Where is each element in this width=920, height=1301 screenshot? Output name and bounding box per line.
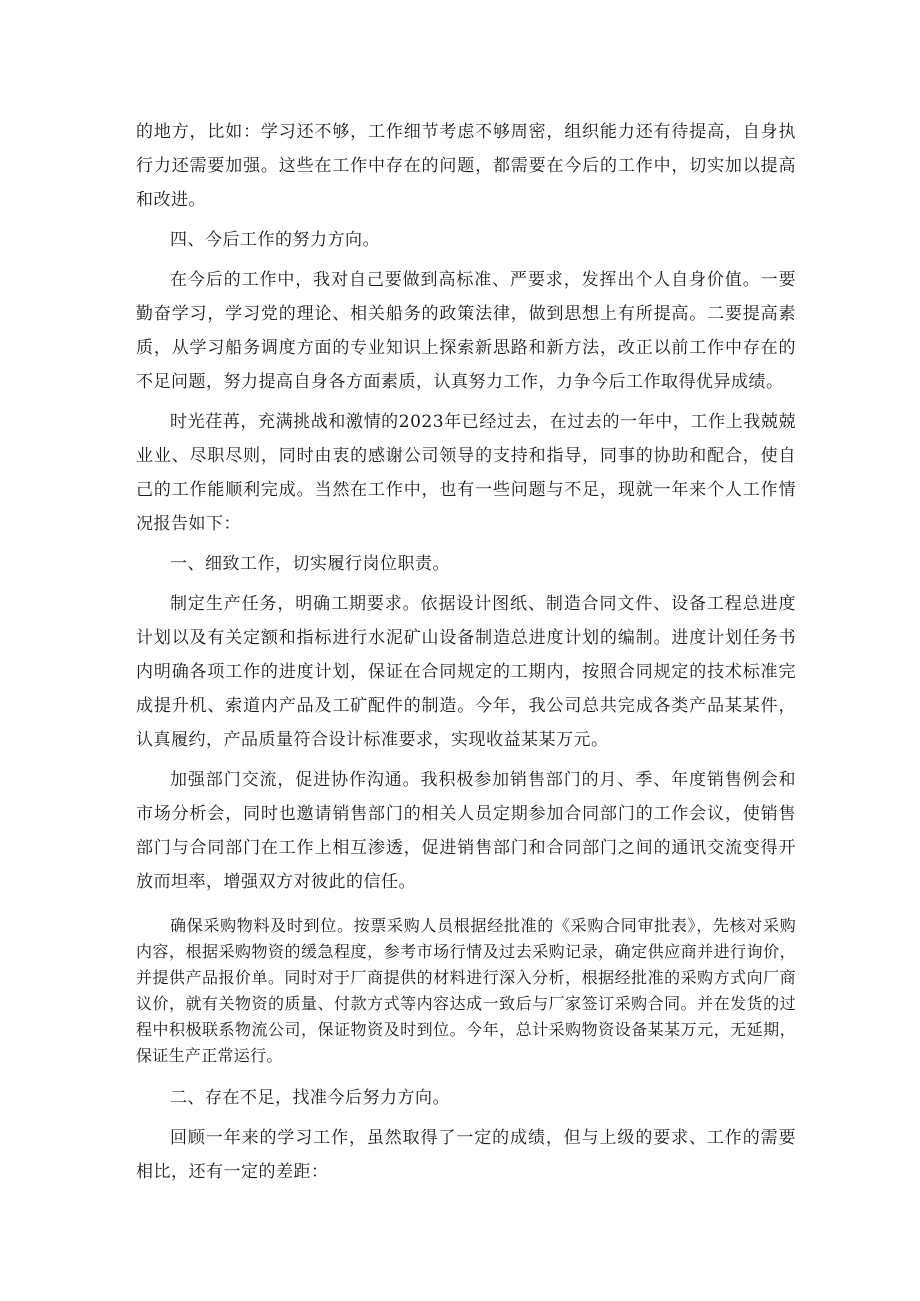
section-heading-shortcomings: 二、存在不足，找准今后努力方向。 — [170, 1088, 450, 1108]
paragraph-production-tasks: 制定生产任务，明确工期要求。依据设计图纸、制造合同文件、设备工程总进度计划以及有关定额和指标进行水泥矿山设备制造总进度计划的编制。进度计划任务书内明确各项工作的进度计划，保证在合同规定的工期内，按照合同规定的技术标准完成提升机、索道内产品及工矿配件的制造。今年，我公司总共完成各类产品某某件，认真履约，产品质量符合设计标准要求，实现收益某某万元。 — [136, 594, 796, 750]
section-heading-future-direction: 四、今后工作的努力方向。 — [170, 230, 380, 250]
document-body — [136, 115, 796, 1189]
paragraph-department-communication: 加强部门交流，促进协作沟通。我积极参加销售部门的月、季、年度销售例会和市场分析会，同时也邀请销售部门的相关人员定期参加合同部门的工作会议，使销售部门与合同部门在工作上相互渗透，促进销售部门和合同部门之间的通讯交流变得开放而坦率，增强双方对彼此的信任。 — [136, 770, 796, 892]
paragraph-year-review-intro: 时光荏苒，充满挑战和激情的2023年已经过去，在过去的一年中，工作上我兢兢业业、尽职尽则，同时由衷的感谢公司领导的支持和指导，同事的协助和配合，使自己的工作能顺利完成。当然在工作中，也有一些问题与不足，现就一年来个人工作情况报告如下： — [136, 412, 796, 534]
section-heading-job-duties: 一、细致工作，切实履行岗位职责。 — [170, 554, 450, 574]
paragraph-future-plan: 在今后的工作中，我对自己要做到高标准、严要求，发挥出个人自身价值。一要勤奋学习，学习党的理论、相关船务的政策法律，做到思想上有所提高。二要提高素质，从学习船务调度方面的专业知识上探索新思路和新方法，改正以前工作中存在的不足问题，努力提高自身各方面素质，认真努力工作，力争今后工作取得优异成绩。 — [136, 270, 796, 392]
paragraph-review-gap: 回顾一年来的学习工作，虽然取得了一定的成绩，但与上级的要求、工作的需要相比，还有一定的差距： — [136, 1128, 796, 1182]
paragraph-continued: 的地方，比如：学习还不够，工作细节考虑不够周密，组织能力还有待提高，自身执行力还需要加强。这些在工作中存在的问题，都需要在今后的工作中，切实加以提高和改进。 — [136, 122, 796, 210]
paragraph-procurement: 确保采购物料及时到位。按票采购人员根据经批准的《采购合同审批表》，先核对采购内容，根据采购物资的缓急程度，参考市场行情及过去采购记录，确定供应商并进行询价，并提供产品报价单。同时对于厂商提供的材料进行深入分析，根据经批准的采购方式向厂商议价，就有关物资的质量、付款方式等内容达成一致后与厂家签订采购合同。并在发货的过程中积极联系物流公司，保证物资及时到位。今年，总计采购物资设备某某万元，无延期，保证生产正常运行。 — [136, 916, 796, 1065]
